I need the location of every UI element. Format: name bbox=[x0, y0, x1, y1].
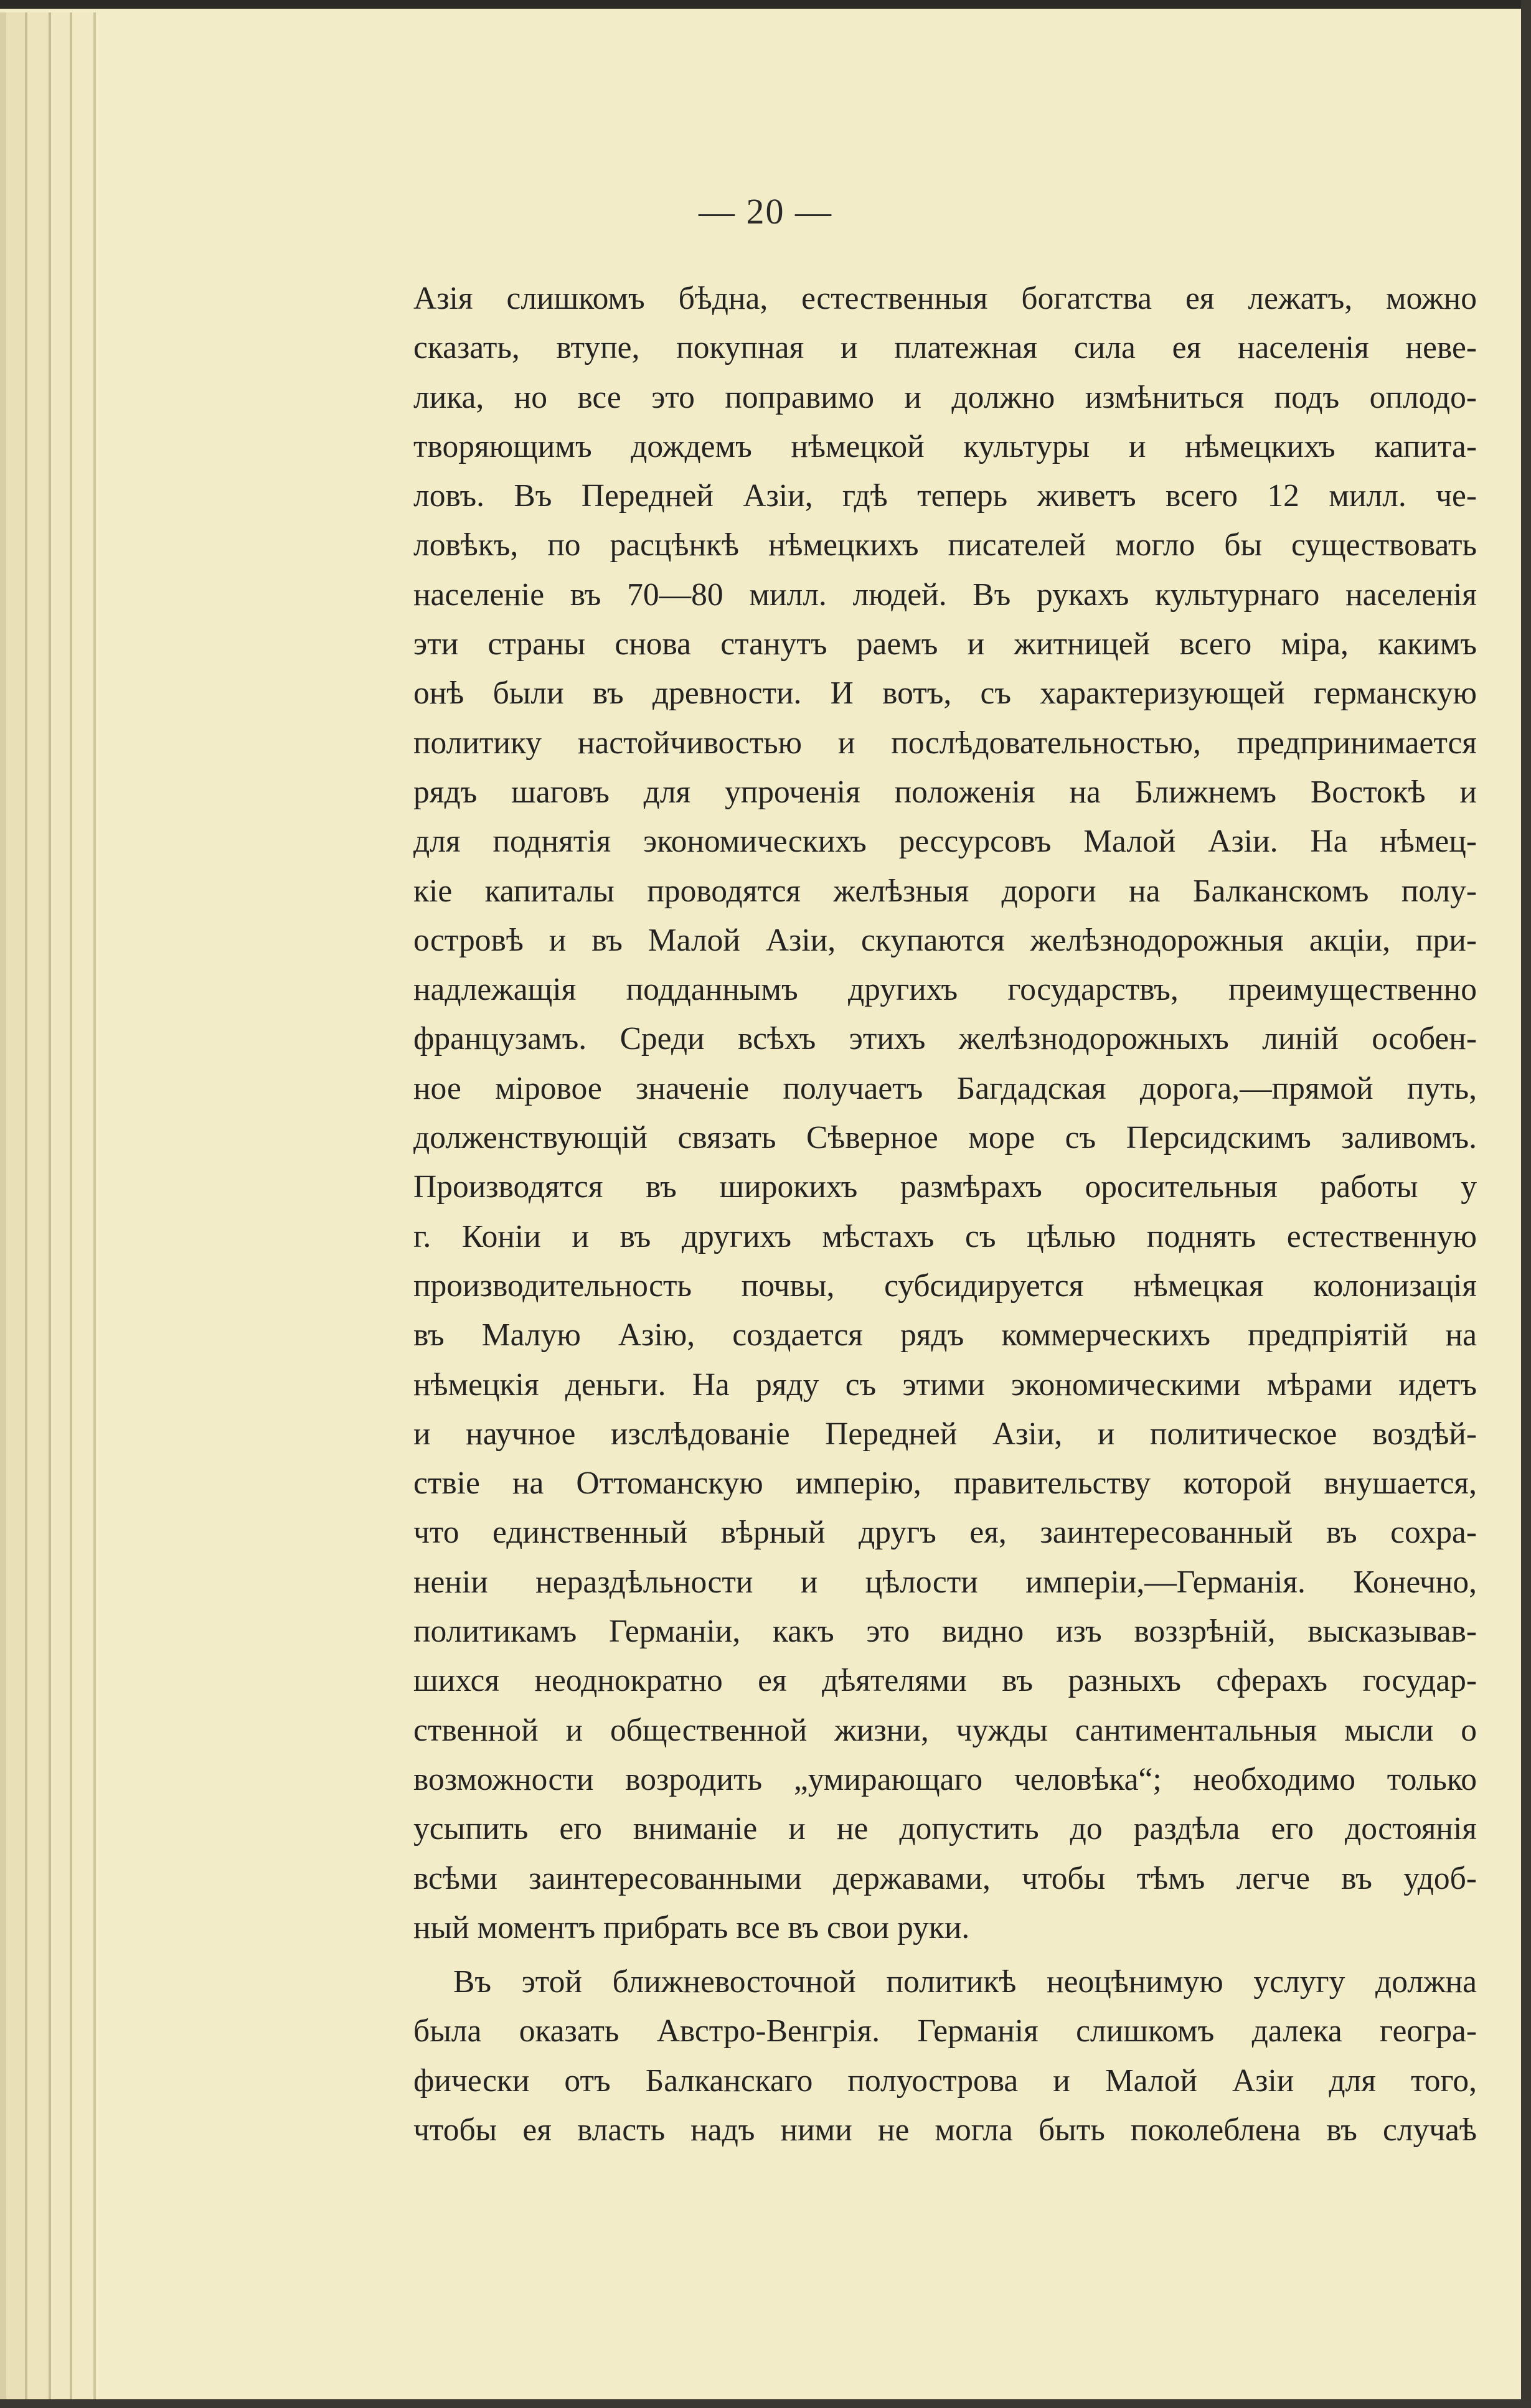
text-line: онѣ были въ древности. И вотъ, съ характеризующей германскую bbox=[413, 675, 1477, 712]
text-line: и научное изслѣдованіе Передней Азіи, и политическое воздѣй- bbox=[413, 1416, 1477, 1452]
text-line: ствіе на Оттоманскую имперію, правительству которой внушается, bbox=[413, 1465, 1477, 1502]
text-line: неніи нераздѣльности и цѣлости имперіи,—Германія. Конечно, bbox=[413, 1564, 1477, 1600]
text-line: французамъ. Среди всѣхъ этихъ желѣзнодорожныхъ линій особен- bbox=[413, 1021, 1477, 1057]
scan-border-top bbox=[0, 0, 1531, 9]
page-number: — 20 — bbox=[699, 191, 832, 232]
text-line: ственной и общественной жизни, чужды сантиментальныя мысли о bbox=[413, 1712, 1477, 1748]
text-line: шихся неоднократно ея дѣятелями въ разныхъ сферахъ государ- bbox=[413, 1663, 1477, 1699]
text-line: возможности возродить „умирающаго человѣка“; необходимо только bbox=[413, 1761, 1477, 1797]
text-line: г. Коніи и въ другихъ мѣстахъ съ цѣлью поднять естественную bbox=[413, 1218, 1477, 1254]
body-text bbox=[413, 274, 1477, 2155]
scan-border-bottom bbox=[0, 2399, 1531, 2408]
text-line: ный моментъ прибрать все въ свои руки. bbox=[413, 1909, 970, 1945]
page-stack-edges bbox=[0, 12, 106, 2403]
text-line: чтобы ея власть надъ ними не могла быть поколеблена въ случаѣ bbox=[413, 2112, 1477, 2148]
text-line: что единственный вѣрный другъ ея, заинтересованный въ сохра- bbox=[413, 1515, 1477, 1551]
text-line: Производятся въ широкихъ размѣрахъ оросительныя работы у bbox=[413, 1169, 1477, 1205]
paragraph-gap bbox=[413, 1952, 1477, 1957]
text-line: ловѣкъ, по расцѣнкѣ нѣмецкихъ писателей могло бы существовать bbox=[413, 527, 1477, 563]
text-line: усыпить его вниманіе и не допустить до раздѣла его достоянія bbox=[413, 1811, 1477, 1847]
text-line: фически отъ Балканскаго полуострова и Малой Азіи для того, bbox=[413, 2062, 1477, 2099]
text-line: для поднятія экономическихъ рессурсовъ Малой Азіи. На нѣмец- bbox=[413, 824, 1477, 860]
text-line: творяющимъ дождемъ нѣмецкой культуры и нѣмецкихъ капита- bbox=[413, 428, 1477, 464]
paragraph-1 bbox=[413, 274, 1477, 1952]
text-line: ловъ. Въ Передней Азіи, гдѣ теперь живетъ всего 12 милл. че- bbox=[413, 478, 1477, 514]
text-line: нѣмецкія деньги. На ряду съ этими экономическими мѣрами идетъ bbox=[413, 1366, 1477, 1403]
text-line: Азія слишкомъ бѣдна, естественныя богатства ея лежатъ, можно bbox=[413, 281, 1477, 316]
text-line: островѣ и въ Малой Азіи, скупаются желѣзнодорожныя акціи, при- bbox=[413, 922, 1477, 958]
text-line: надлежащія подданнымъ другихъ государствъ, преимущественно bbox=[413, 972, 1477, 1008]
text-line: долженствующій связать Сѣверное море съ Персидскимъ заливомъ. bbox=[413, 1120, 1477, 1156]
paragraph-2 bbox=[413, 1957, 1477, 2155]
text-line: производительность почвы, субсидируется нѣмецкая колонизація bbox=[413, 1267, 1477, 1304]
text-line: политикамъ Германіи, какъ это видно изъ воззрѣній, высказывав- bbox=[413, 1614, 1477, 1650]
scan-border-right bbox=[1521, 0, 1531, 2408]
text-line: кіе капиталы проводятся желѣзныя дороги на Балканскомъ полу- bbox=[413, 873, 1477, 909]
text-line: всѣми заинтересованными державами, чтобы тѣмъ легче въ удоб- bbox=[413, 1860, 1477, 1896]
text-line: ное міровое значеніе получаетъ Багдадская дорога,—прямой путь, bbox=[413, 1070, 1477, 1106]
text-line: сказать, втупе, покупная и платежная сила ея населенія неве- bbox=[413, 330, 1477, 366]
text-line: эти страны снова станутъ раемъ и житницей всего міра, какимъ bbox=[413, 626, 1477, 662]
text-line: рядъ шаговъ для упроченія положенія на Ближнемъ Востокѣ и bbox=[413, 774, 1477, 810]
text-line: населеніе въ 70—80 милл. людей. Въ рукахъ культурнаго населенія bbox=[413, 576, 1477, 613]
text-line: лика, но все это поправимо и должно измѣниться подъ оплодо- bbox=[413, 379, 1477, 415]
text-line: Въ этой ближневосточной политикѣ неоцѣнимую услугу должна bbox=[453, 1964, 1477, 2000]
text-line: политику настойчивостью и послѣдовательностью, предпринимается bbox=[413, 725, 1477, 761]
text-line: была оказать Австро-Венгрія. Германія слишкомъ далека геогра- bbox=[413, 2013, 1477, 2049]
text-line: въ Малую Азію, создается рядъ коммерческихъ предпріятій на bbox=[413, 1317, 1477, 1353]
